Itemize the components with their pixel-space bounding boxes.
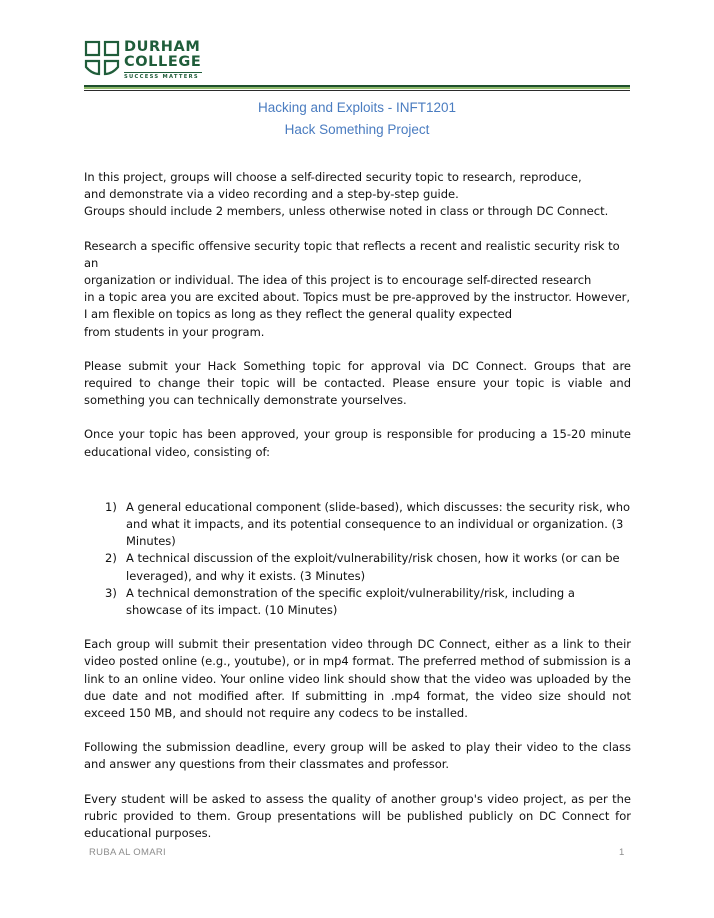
header-rule-light <box>84 87 630 89</box>
research-line: Research a specific offensive security topic that reflects a recent and realistic security risk to an <box>84 238 620 270</box>
intro-line: and demonstrate via a video recording and a step-by-step guide. <box>84 187 459 202</box>
list-item <box>84 585 631 619</box>
research-line: organization or individual. The idea of this project is to encourage self-directed research <box>84 273 592 288</box>
submission-paragraph: Each group will submit their presentation video through DC Connect, either as a link to their video posted online (e.g., youtube), or in mp4 format. The preferred method of submission is a link to an online video. Your online video link should show that the video was uploaded by the due date and not modified after. If submitting in .mp4 format, the video size should not exceed 150 MB, and should not require any codecs to be installed. <box>84 637 631 721</box>
header-rule-thin <box>84 90 630 91</box>
logo-tagline: SUCCESS MATTERS <box>124 72 202 80</box>
research-line: in a topic area you are excited about. Topics must be pre-approved by the instructor. However, <box>84 290 631 305</box>
submit-topic-paragraph: Please submit your Hack Something topic for approval via DC Connect. Groups that are required to change their topic will be contacted. Please ensure your topic is viable and something you can technically demonstrate yourselves. <box>84 358 631 408</box>
list-text: A general educational component (slide-based), which discusses: the security risk, who and what it impacts, and its potential consequence to an individual or organization. (3 Minutes) <box>126 499 631 549</box>
document-subtitle: Hack Something Project <box>284 122 430 137</box>
list-item <box>84 550 631 584</box>
research-line: I am flexible on topics as long as they reflect the general quality expected <box>84 307 512 322</box>
document-body <box>84 169 631 842</box>
logo-line-durham: DURHAM <box>124 39 201 55</box>
document-title: Hacking and Exploits - INFT1201 <box>257 100 457 115</box>
shield-logo-icon <box>84 40 120 78</box>
footer-author: RUBA AL OMARI <box>89 847 166 858</box>
research-paragraph <box>84 238 631 341</box>
deadline-paragraph: Following the submission deadline, every group will be asked to play their video to the class and answer any questions from their classmates and professor. <box>84 740 631 772</box>
header-rules <box>84 85 630 91</box>
deliverables-list <box>84 499 631 619</box>
college-logo <box>84 40 204 80</box>
research-line: from students in your program. <box>84 324 265 339</box>
logo-line-college: COLLEGE <box>124 54 202 70</box>
intro-paragraph <box>84 169 631 221</box>
list-number: 1) <box>105 499 117 514</box>
list-text: A technical demonstration of the specific exploit/vulnerability/risk, including a showcase of its impact. (10 Minutes) <box>126 585 575 618</box>
list-number: 3) <box>105 585 117 600</box>
list-item <box>84 499 631 551</box>
list-text: A technical discussion of the exploit/vulnerability/risk chosen, how it works (or can be leveraged), and why it exists. (3 Minutes) <box>126 551 620 583</box>
intro-line: In this project, groups will choose a self-directed security topic to research, reproduce, <box>84 170 582 184</box>
footer-page-number: 1 <box>619 847 625 858</box>
assessment-paragraph: Every student will be asked to assess the quality of another group's video project, as per the rubric provided to them. Group presentations will be published publicly on DC Connect for educational purposes. <box>84 791 631 841</box>
intro-line: Groups should include 2 members, unless otherwise noted in class or through DC Connect. <box>84 204 609 219</box>
list-number: 2) <box>105 551 117 566</box>
approved-paragraph: Once your topic has been approved, your group is responsible for producing a 15-20 minute educational video, consisting of: <box>84 427 631 459</box>
